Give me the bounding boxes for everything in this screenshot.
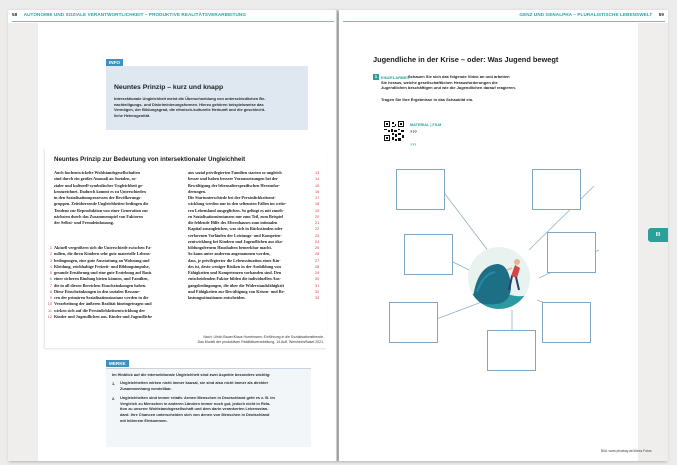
line-number: 9 bbox=[49, 296, 52, 300]
info-title: Neuntes Prinzip – kurz und knapp bbox=[114, 84, 224, 91]
line-number: 21 bbox=[315, 221, 320, 225]
left-header: 58 AUTONOMIE UND SOZIALE VERANTWORTLICHKEIT – PRODUKTIVE REALITÄTSVERARBEITUNG bbox=[12, 10, 332, 20]
text-line: die in all diesen Bereichen Einschränkungen haben. bbox=[54, 282, 147, 288]
line-number: 22 bbox=[315, 227, 320, 232]
line-number: 15 bbox=[315, 183, 320, 188]
text-line: Kleidung, reichhaltige Freizeit- und Bildungsimpulse, bbox=[54, 263, 150, 269]
merke-line: Vergleich zu Menschen in anderen Ländern immer noch gut, jedoch nicht in Rela- bbox=[120, 400, 271, 406]
task-line: Schauen Sie sich das folgende Video an und arbeiten bbox=[408, 74, 510, 79]
right-header: GENZ UND GENALPHA – PLURALISTISCHE LEBENSWELT 59 bbox=[339, 10, 664, 20]
source-line: Das Modell der produktiven Realitätsverarbeitung, 14.Aufl. Weinheim/Basel 2021. bbox=[197, 339, 324, 344]
merke-item bbox=[120, 395, 310, 424]
info-line: Intersektionale Ungleichheit meint die Überschneidung von unterschiedlichen Be- bbox=[114, 96, 266, 101]
line-number: 19 bbox=[315, 208, 320, 213]
merke-item-number: 1. bbox=[112, 381, 116, 386]
merke-line: mit höherem Einkommen. bbox=[120, 417, 168, 423]
task-number-badge: 1 bbox=[374, 74, 378, 79]
line-number: 3 bbox=[49, 258, 52, 263]
answer-box-top-right[interactable] bbox=[532, 169, 581, 210]
left-page-number: 58 bbox=[12, 12, 18, 17]
text-line: milien, die ihren Kindern sehr gute materielle Lebens- bbox=[54, 251, 151, 257]
line-number: 26 bbox=[315, 252, 320, 257]
text-line: entscheidenden Faktor bilden die individuellen Aus- bbox=[188, 276, 281, 282]
line-number: 29 bbox=[315, 271, 320, 275]
merke-line: tion zu unserer Wohlstandsgesellschaft und dem darin verankerten Lebensstan- bbox=[120, 406, 269, 412]
line-number: 1 bbox=[49, 246, 52, 250]
material-title: ??? bbox=[410, 130, 417, 134]
right-page-number: 59 bbox=[658, 12, 664, 17]
text-line: Kinder und Jugendlichen aus. Kinder und Jugendliche bbox=[54, 313, 152, 319]
text-line: cen der primären Sozialisationsinstanz werden in die bbox=[54, 295, 149, 300]
source-line: Nach: Ulrich Bauer/Klaus Hurrelmann: Einführung in die Sozialisationstheorie. bbox=[203, 335, 324, 339]
info-line: liche Heterogenität. bbox=[114, 112, 151, 118]
merke-tag: MERKE bbox=[106, 360, 129, 367]
text-line: Fähigkeiten und Kompetenzen vorhanden sind. Den bbox=[188, 270, 282, 275]
chapter-side-tab[interactable]: III bbox=[648, 228, 668, 242]
left-margin-band bbox=[8, 23, 38, 461]
line-number: 7 bbox=[49, 283, 52, 288]
text-line: nächsten durch das Zusammenspiel von Faktoren bbox=[54, 213, 143, 219]
merke-item-number: 2. bbox=[112, 396, 116, 401]
text-line: wirken sich auf die Persönlichkeitsentwicklung der bbox=[54, 307, 146, 313]
text-line: ren Lebensland ausgeglichen. So gelingt es mit zuneh- bbox=[188, 207, 285, 213]
line-number: 27 bbox=[315, 258, 320, 263]
text-line: verlorenen Vorläufen der Leistungs- und Kompeten- bbox=[188, 232, 282, 238]
line-number: 23 bbox=[315, 233, 320, 238]
merke-line: Ungleichheiten wirken nicht immer kausal, sie sind also nicht immer als direkter bbox=[120, 380, 269, 385]
qr-code-icon[interactable] bbox=[383, 120, 405, 142]
text-line: lastungssituationen entscheiden. bbox=[188, 295, 246, 300]
line-number: 2 bbox=[49, 252, 52, 257]
col2-line-numbers bbox=[315, 170, 323, 301]
line-number: 6 bbox=[49, 277, 52, 282]
line-number: 17 bbox=[315, 196, 320, 200]
text-line: aus sozial privilegierten Familien starten so ungleich bbox=[188, 170, 282, 175]
article-col1-body bbox=[54, 245, 184, 320]
article-title: Neuntes Prinzip zur Bedeutung von intersektionaler Ungleichheit bbox=[54, 156, 246, 163]
person-pushing-boulder-illustration bbox=[467, 246, 531, 310]
answer-box-bottom-right[interactable] bbox=[542, 302, 591, 343]
material-label: MATERIAL | FILM bbox=[410, 123, 442, 127]
answer-box-top-left[interactable] bbox=[396, 169, 445, 210]
text-line: Die Startunterschiede bei der Persönlichkeitsent- bbox=[188, 195, 276, 200]
task-text bbox=[381, 74, 631, 91]
line-number: 8 bbox=[49, 289, 52, 294]
text-line: zentwicklung bei Kindern und Jugendlichen aus öko- bbox=[188, 238, 284, 244]
task-line: Sie heraus, welche gesellschaftlichen Herausforderungen die bbox=[381, 79, 498, 85]
text-line: So kann unter anderem angenommen werden, bbox=[188, 251, 271, 257]
answer-box-mid-left[interactable] bbox=[404, 234, 453, 275]
line-number: 11 bbox=[48, 308, 52, 313]
text-line: und Fähigkeiten zur Bewältigung von Krisen- und Be- bbox=[188, 288, 285, 294]
text-line: Kapital auszugleichen, was sich in Rückständen oder bbox=[188, 226, 283, 232]
text-line: derungen. bbox=[188, 188, 207, 194]
line-number: 33 bbox=[315, 296, 320, 300]
line-number: 28 bbox=[315, 264, 320, 269]
text-line: wicklung werden nur in den seltensten Fällen im weite- bbox=[188, 201, 287, 207]
text-line: des ist, desto weniger Risiken in der Ausbildung von bbox=[188, 263, 281, 269]
right-header-rule bbox=[343, 21, 665, 22]
task-instruction: Tragen Sie Ihre Ergebnisse in das Schaubild ein. bbox=[381, 97, 474, 102]
line-number: 4 bbox=[49, 264, 52, 269]
left-header-section: PRODUKTIVE REALITÄTSVERARBEITUNG bbox=[148, 12, 247, 17]
material-small: ??? bbox=[410, 143, 417, 147]
article-col1-intro bbox=[54, 170, 184, 226]
info-tag: INFO bbox=[106, 59, 123, 66]
right-page-title: Jugendliche in der Krise – oder: Was Jugend bewegt bbox=[373, 55, 559, 64]
text-line: Bewältigung der lebensalterspezifischen Herausfor- bbox=[188, 182, 280, 188]
right-header-section: PLURALISTISCHE LEBENSWELT bbox=[577, 12, 653, 17]
right-header-chapter: GENZ UND GENALPHA bbox=[519, 12, 572, 17]
col1-line-numbers bbox=[44, 245, 52, 320]
text-line: besser und haben bessere Voraussetzungen bei der bbox=[188, 176, 278, 182]
line-number: 13 bbox=[315, 171, 320, 175]
line-number: 24 bbox=[315, 239, 320, 244]
text-line: Tendenz zur Reproduktion von einer Generation zur bbox=[54, 207, 149, 213]
text-line: in den Sozialisationsprozessen der Bevölkerungs- bbox=[54, 195, 142, 200]
article-source bbox=[128, 335, 324, 344]
text-line: die fehlende Hilfe des Elternhauses zum intimalen bbox=[188, 220, 278, 225]
task-line: Jugendlichen beschäftigen und wie die Jugendlichen darauf reagieren. bbox=[381, 85, 516, 91]
article-col2 bbox=[188, 170, 315, 301]
text-line: gangsbedingungen, die über die Widerstandsfähigkeit bbox=[188, 282, 284, 288]
answer-box-bottom-left[interactable] bbox=[389, 302, 438, 343]
merke-line: Ungleichheiten sind immer relativ. Armen Menschen in Deutschland geht es z. B. im bbox=[120, 395, 275, 400]
answer-box-mid-right[interactable] bbox=[547, 232, 596, 273]
text-line: dass, je privilegierter die Lebenssituation eines Kin- bbox=[188, 257, 281, 263]
right-page bbox=[339, 10, 668, 461]
text-line: einer sicheren Bindung bieten können, und Familien, bbox=[54, 276, 149, 282]
text-line: gruppen. Zeitübersende Ungleichheiten bedingen die bbox=[54, 201, 149, 207]
text-line: der Selbst- und Fremdeinlassung. bbox=[54, 220, 114, 225]
line-number: 31 bbox=[315, 283, 320, 288]
merke-intro: Im Hinblick auf die intersektionale Ungleichheit sind zwei Aspekte besonders wichtig: bbox=[112, 372, 271, 377]
merke-line: dard. Ihre Chancen unterscheiden sich von denen von Menschen in Deutschland bbox=[120, 412, 270, 418]
line-number: 20 bbox=[315, 214, 320, 219]
answer-box-bottom-center[interactable] bbox=[487, 330, 536, 371]
text-line: zialer und kulturell-symbolischer Ungleichheit ge- bbox=[54, 182, 144, 188]
text-line: gesunde Ernährung und eine gute Erziehung auf Basis bbox=[54, 270, 152, 275]
merke-line: Zusammenhang vorstellbar. bbox=[120, 385, 172, 391]
text-line: bedingungen, eine gute Ausstattung an Wohnung und bbox=[54, 257, 150, 263]
line-number: 10 bbox=[47, 302, 52, 307]
text-line: bildungsfernem Haushalten bemerkbar macht. bbox=[188, 245, 272, 250]
right-margin-band bbox=[638, 23, 668, 461]
line-number: 25 bbox=[315, 246, 320, 250]
text-line: Auch hochentwickelte Wohlstandsgesellschaften bbox=[54, 170, 141, 175]
info-text bbox=[114, 96, 306, 118]
left-header-rule bbox=[12, 21, 334, 22]
left-page bbox=[8, 10, 337, 461]
text-line: en Sozialisationsinstanzen nur zum Teil, zum Beispiel bbox=[188, 213, 283, 219]
merke-item bbox=[120, 380, 310, 391]
image-credit: Bild: www.pixabay.de/Alexa Fotos bbox=[601, 449, 652, 453]
task-label: EINZELARBEIT bbox=[381, 75, 411, 80]
line-number: 32 bbox=[315, 289, 320, 294]
line-number: 14 bbox=[315, 177, 320, 182]
text-line: Verarbeitung der äußeren Realität hineingetragen und bbox=[54, 301, 152, 307]
line-number: 5 bbox=[49, 271, 52, 275]
text-line: sind durch ein großes Ausmaß an Sozialen, so- bbox=[54, 176, 137, 182]
text-line: kennzeichnet. Dadurch kommt es zu Unterschieden bbox=[54, 188, 146, 194]
info-line: Vermögen, der Bildungsgrad, die ethnisch-kulturelle Herkunft und die geschlecht- bbox=[114, 107, 266, 113]
line-number: 18 bbox=[315, 202, 320, 207]
text-line: Aktuell vergrößern sich die Unterschiede zwischen Fa- bbox=[54, 245, 152, 250]
left-header-chapter: AUTONOMIE UND SOZIALE VERANTWORTLICHKEIT bbox=[23, 12, 144, 17]
text-line: Diese Einschränkungen in den sozialen Ressour- bbox=[54, 288, 141, 294]
line-number: 30 bbox=[315, 277, 320, 282]
info-line: nachteiligungs- und Diskriminierungsformen. Hierzu gehören beispielsweise das bbox=[114, 101, 264, 107]
line-number: 12 bbox=[47, 314, 52, 319]
line-number: 16 bbox=[315, 189, 320, 194]
